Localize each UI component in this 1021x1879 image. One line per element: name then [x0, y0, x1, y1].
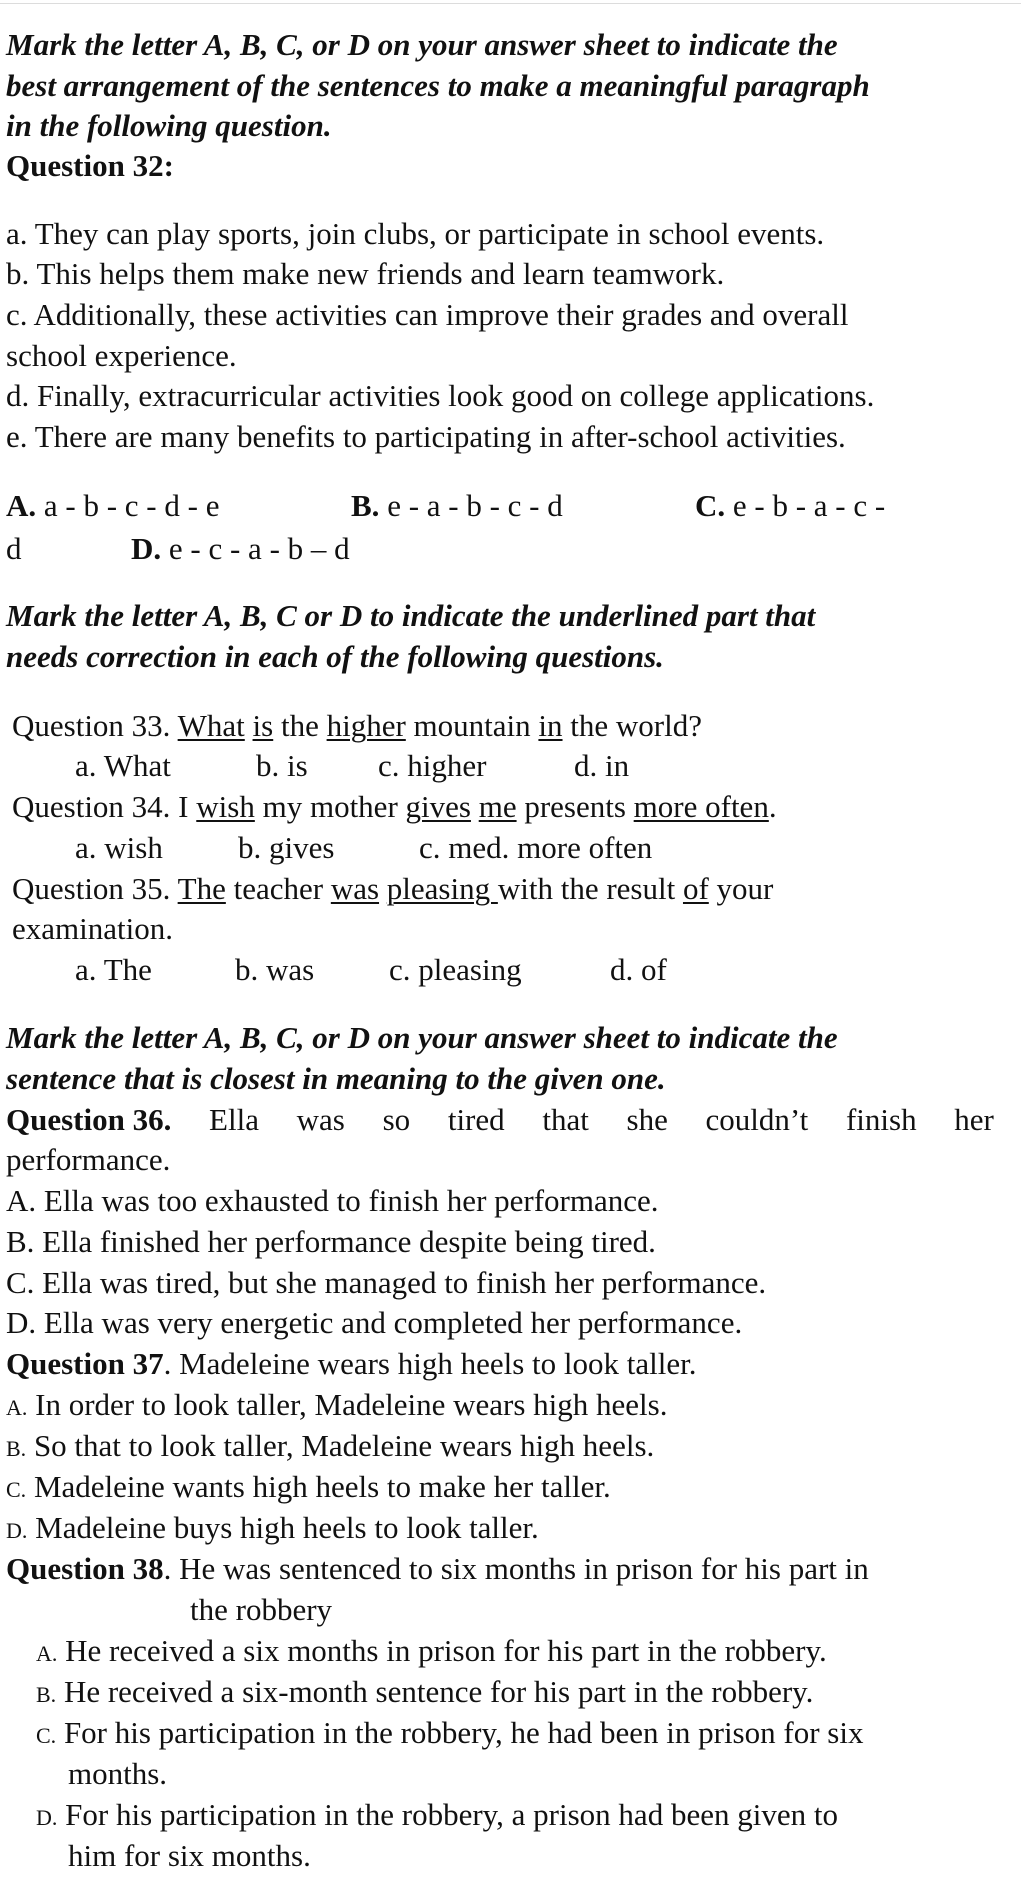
q38-text: . He was sentenced to six months in prison for his part in: [163, 1551, 869, 1586]
q36-word: tired: [447, 1102, 505, 1137]
section1-instruction-line3: in the following question.: [6, 108, 332, 143]
q36-label: Question 36.: [6, 1102, 172, 1137]
q35-text: teacher: [225, 871, 331, 906]
q33-text: Question 33.: [12, 708, 178, 743]
section2-instruction-line2: needs correction in each of the following questions.: [6, 639, 664, 674]
q32-sentence-c-cont: school experience.: [6, 338, 237, 373]
q36-option-b[interactable]: B. Ella finished her performance despite being tired.: [6, 1224, 656, 1259]
option-letter: C.: [695, 488, 726, 523]
q34-option-b[interactable]: b. gives: [238, 830, 335, 865]
q32-title: Question 32:: [6, 148, 174, 183]
option-text: Madeleine buys high heels to look taller.: [27, 1510, 539, 1545]
option-text: e - c - a - b – d: [161, 531, 350, 566]
q33-underline-c: higher: [326, 708, 406, 743]
q32-sentence-c: c. Additionally, these activities can improve their grades and overall: [6, 297, 849, 332]
q33-option-c[interactable]: c. higher: [378, 748, 487, 783]
q34-stem: [12, 787, 777, 827]
q36-option-d[interactable]: D. Ella was very energetic and completed her performance.: [6, 1305, 743, 1340]
q34-underline-b: gives: [405, 789, 471, 824]
q34-underline-c: me: [478, 789, 517, 824]
q32-option-b[interactable]: [351, 486, 563, 526]
option-letter: C.: [6, 1477, 27, 1502]
q34-text: .: [768, 789, 777, 824]
q37-text: . Madeleine wears high heels to look taller.: [163, 1346, 697, 1381]
q33-underline-b: is: [252, 708, 274, 743]
option-letter: B.: [351, 488, 380, 523]
q32-sentence-a: a. They can play sports, join clubs, or participate in school events.: [6, 216, 825, 251]
q35-option-d[interactable]: d. of: [610, 952, 667, 987]
q36-word: couldn’t: [705, 1102, 809, 1137]
section2-instruction-line1: Mark the letter A, B, C or D to indicate the underlined part that: [6, 598, 816, 633]
q33-text: the world?: [562, 708, 702, 743]
q36-word: finish: [845, 1102, 917, 1137]
option-text: Madeleine wants high heels to make her taller.: [26, 1469, 611, 1504]
top-divider: [0, 3, 1021, 4]
q38-option-c-cont: months.: [68, 1756, 168, 1791]
q36-word: so: [382, 1102, 411, 1137]
option-text: a - b - c - d - e: [36, 488, 220, 523]
q35-stem: [12, 869, 773, 909]
q37-option-c[interactable]: [6, 1467, 611, 1510]
q34-option-c[interactable]: c. med. more often: [419, 830, 653, 865]
q34-text: my mother: [254, 789, 406, 824]
q38-option-d-cont: him for six months.: [68, 1838, 311, 1873]
q33-text: the: [273, 708, 327, 743]
q38-option-b[interactable]: [36, 1672, 813, 1715]
q35-text: your: [708, 871, 774, 906]
q35-option-c[interactable]: c. pleasing: [389, 952, 522, 987]
q35-underline-b: was: [330, 871, 380, 906]
q33-option-b[interactable]: b. is: [256, 748, 308, 783]
q35-underline-d: of: [682, 871, 709, 906]
option-letter: D.: [131, 531, 162, 566]
q35-text: [379, 871, 387, 906]
option-letter: B.: [36, 1682, 57, 1707]
q35-text: Question 35.: [12, 871, 178, 906]
q36-word: was: [296, 1102, 345, 1137]
q33-stem: [12, 706, 702, 746]
q34-text: [471, 789, 479, 824]
q34-text: Question 34. I: [12, 789, 197, 824]
q38-option-a[interactable]: [36, 1631, 827, 1674]
option-text: In order to look taller, Madeleine wears high heels.: [27, 1387, 668, 1422]
q36-option-c[interactable]: C. Ella was tired, but she managed to finish her performance.: [6, 1265, 767, 1300]
option-letter: B.: [6, 1436, 27, 1461]
q35-option-a[interactable]: a. The: [75, 952, 152, 987]
q34-text: presents: [516, 789, 634, 824]
q36-stem-cont: performance.: [6, 1142, 171, 1177]
option-text: So that to look taller, Madeleine wears high heels.: [26, 1428, 655, 1463]
q36-word: that: [542, 1102, 589, 1137]
option-letter: C.: [36, 1723, 57, 1748]
q33-option-a[interactable]: a. What: [75, 748, 171, 783]
q38-stem: [6, 1549, 869, 1589]
option-letter: A.: [6, 1395, 28, 1420]
q32-option-a[interactable]: [6, 486, 219, 526]
q37-stem: [6, 1344, 696, 1384]
q36-word: she: [626, 1102, 668, 1137]
q32-option-d[interactable]: [131, 529, 350, 569]
q38-option-d[interactable]: [36, 1795, 838, 1838]
section1-instruction-line1: Mark the letter A, B, C, or D on your answer sheet to indicate the: [6, 27, 838, 62]
option-text: For his participation in the robbery, he had been in prison for six: [56, 1715, 864, 1750]
q36-option-a[interactable]: A. Ella was too exhausted to finish her performance.: [6, 1183, 659, 1218]
q32-sentence-d: d. Finally, extracurricular activities look good on college applications.: [6, 378, 875, 413]
q34-underline-a: wish: [196, 789, 255, 824]
q35-option-b[interactable]: b. was: [235, 952, 315, 987]
q36-word: Ella: [209, 1102, 259, 1137]
option-text: He received a six months in prison for his part in the robbery.: [57, 1633, 827, 1668]
q33-underline-a: What: [177, 708, 245, 743]
option-text: For his participation in the robbery, a prison had been given to: [57, 1797, 838, 1832]
q35-text: with the result: [497, 871, 683, 906]
q37-option-d[interactable]: [6, 1508, 539, 1551]
q35-underline-c: pleasing: [386, 871, 498, 906]
q32-sentence-e: e. There are many benefits to participating in after-school activities.: [6, 419, 846, 454]
q35-stem-cont: examination.: [12, 911, 173, 946]
q32-sentence-b: b. This helps them make new friends and learn teamwork.: [6, 256, 725, 291]
q33-text: mountain: [405, 708, 539, 743]
option-text: e - b - a - c -: [725, 488, 886, 523]
option-text: e - a - b - c - d: [379, 488, 563, 523]
q37-label: Question 37: [6, 1346, 164, 1381]
q34-underline-d: more often: [633, 789, 769, 824]
q35-underline-a: The: [177, 871, 226, 906]
q33-text: [245, 708, 253, 743]
q36-word: her: [954, 1102, 994, 1137]
q37-option-a[interactable]: [6, 1385, 667, 1428]
option-letter: D.: [36, 1805, 58, 1830]
option-letter: A.: [6, 488, 37, 523]
q33-option-d[interactable]: d. in: [574, 748, 630, 783]
option-letter: A.: [36, 1641, 58, 1666]
q33-underline-d: in: [538, 708, 563, 743]
section3-instruction-line1: Mark the letter A, B, C, or D on your answer sheet to indicate the: [6, 1020, 838, 1055]
q36-stem: [6, 1100, 994, 1140]
q38-label: Question 38: [6, 1551, 164, 1586]
q34-option-a[interactable]: a. wish: [75, 830, 163, 865]
option-letter: D.: [6, 1518, 28, 1543]
section3-instruction-line2: sentence that is closest in meaning to the given one.: [6, 1061, 666, 1096]
q32-option-c-cont: d: [6, 531, 22, 566]
q32-option-c[interactable]: [695, 486, 885, 526]
section1-instruction-line2: best arrangement of the sentences to make a meaningful paragraph: [6, 68, 870, 103]
q38-stem-cont: the robbery: [190, 1592, 333, 1627]
option-text: He received a six-month sentence for his part in the robbery.: [56, 1674, 814, 1709]
q38-option-c[interactable]: [36, 1713, 863, 1756]
q37-option-b[interactable]: [6, 1426, 654, 1469]
